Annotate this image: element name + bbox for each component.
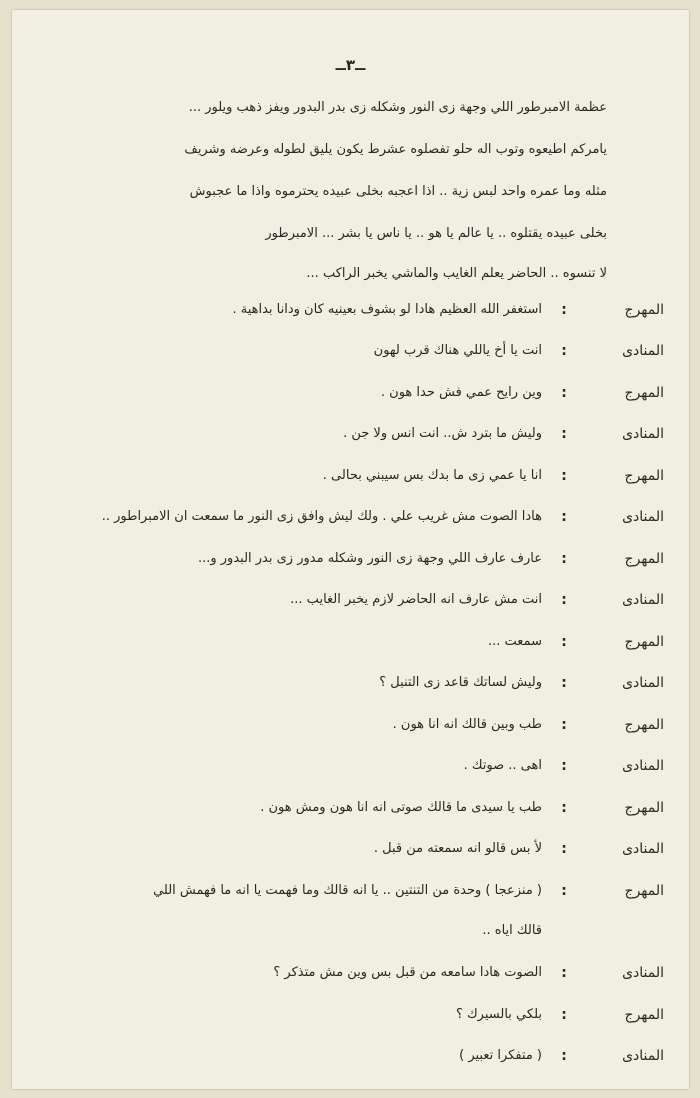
colon-separator: :	[561, 717, 567, 733]
colon-separator: :	[561, 1007, 567, 1023]
speaker-name: المهرج	[624, 800, 664, 816]
speaker-name: المنادى	[622, 965, 664, 981]
dialogue-line: ( متفكرا تعبير )	[459, 1048, 542, 1063]
colon-separator: :	[561, 426, 567, 442]
colon-separator: :	[561, 1048, 567, 1064]
intro-line: لا تنسوه .. الحاضر يعلم الغايب والماشي يخبر الراكب ...	[306, 266, 607, 281]
colon-separator: :	[561, 509, 567, 525]
dialogue-row	[12, 675, 689, 697]
speaker-name: المنادى	[622, 758, 664, 774]
dialogue-line: انا يا عمي زى ما بدك بس سيبني بحالى .	[322, 468, 542, 483]
dialogue-row	[12, 551, 689, 573]
dialogue-row	[12, 634, 689, 656]
speaker-name: المهرج	[624, 551, 664, 567]
dialogue-line: اهى .. صوتك .	[463, 758, 542, 773]
colon-separator: :	[561, 841, 567, 857]
dialogue-line: وليش ما بترد ش.. انت انس ولا جن .	[343, 426, 542, 441]
dialogue-row	[12, 965, 689, 987]
intro-line: عظمة الامبرطور اللي وجهة زى النور وشكله زى بدر البدور ويفز ذهب ويلور ...	[188, 100, 607, 115]
dialogue-line: طب يا سيدى ما قالك صوتى انه انا هون ومش هون .	[260, 800, 542, 815]
dialogue-line: الصوت هادا سامعه من قبل بس وين مش متذكر ؟	[273, 965, 542, 980]
colon-separator: :	[561, 592, 567, 608]
dialogue-row	[12, 883, 689, 905]
intro-line: بخلى عبيده يقتلوه .. يا عالم يا هو .. يا ناس يا بشر ... الامبرطور	[265, 226, 607, 241]
dialogue-line: استغفر الله العظيم هادا لو بشوف بعينيه كان ودانا بداهية .	[232, 302, 542, 317]
speaker-name: المهرج	[624, 385, 664, 401]
speaker-name: المنادى	[622, 841, 664, 857]
speaker-name: المنادى	[622, 592, 664, 608]
speaker-name: المهرج	[624, 634, 664, 650]
dialogue-row	[12, 343, 689, 365]
dialogue-row	[12, 1048, 689, 1070]
speaker-name: المهرج	[624, 1007, 664, 1023]
speaker-name: المهرج	[624, 468, 664, 484]
dialogue-row-continuation	[12, 923, 689, 945]
dialogue-line: وين رايح عمي فش حدا هون .	[380, 385, 542, 400]
dialogue-line: سمعت ...	[488, 634, 542, 649]
dialogue-row	[12, 800, 689, 822]
speaker-name: المنادى	[622, 343, 664, 359]
colon-separator: :	[561, 883, 567, 899]
speaker-name: المهرج	[624, 717, 664, 733]
dialogue-line: انت يا أخ ياللي هناك قرب لهون	[373, 343, 542, 358]
colon-separator: :	[561, 343, 567, 359]
dialogue-line: طب وبين قالك انه انا هون .	[392, 717, 542, 732]
intro-line: يامركم اطيعوه وتوب اله حلو تفصلوه عشرط يكون يليق لطوله وعرضه وشريف	[184, 142, 607, 157]
document-page	[12, 10, 689, 1089]
colon-separator: :	[561, 468, 567, 484]
dialogue-row	[12, 758, 689, 780]
speaker-name: المهرج	[624, 302, 664, 318]
dialogue-line: انت مش عارف انه الحاضر لازم يخبر الغايب ...	[290, 592, 542, 607]
colon-separator: :	[561, 800, 567, 816]
dialogue-row	[12, 717, 689, 739]
speaker-name: المنادى	[622, 1048, 664, 1064]
dialogue-line: هادا الصوت مش غريب علي . ولك ليش وافق زى النور ما سمعت ان الامبراطور ..	[101, 509, 542, 524]
dialogue-line: عارف عارف اللي وجهة زى النور وشكله مدور زى بدر البدور و...	[197, 551, 542, 566]
dialogue-line: وليش لساتك قاعد زى التنبل ؟	[379, 675, 542, 690]
dialogue-line: ( منزعجا ) وحدة من التنتين .. يا انه قالك وما فهمت يا انه ما فهمش اللي	[153, 883, 542, 898]
colon-separator: :	[561, 302, 567, 318]
colon-separator: :	[561, 675, 567, 691]
speaker-name: المنادى	[622, 509, 664, 525]
speaker-name: المنادى	[622, 426, 664, 442]
dialogue-row	[12, 592, 689, 614]
colon-separator: :	[561, 551, 567, 567]
intro-line: مثله وما عمره واحد لبس زية .. اذا اعجبه بخلى عبيده يحترموه واذا ما عجبوش	[189, 184, 607, 199]
page-number: ــ٣ــ	[335, 56, 366, 74]
dialogue-row	[12, 1007, 689, 1029]
colon-separator: :	[561, 634, 567, 650]
colon-separator: :	[561, 385, 567, 401]
dialogue-row	[12, 426, 689, 448]
dialogue-row	[12, 841, 689, 863]
dialogue-line: قالك اياه ..	[482, 923, 542, 938]
dialogue-row	[12, 468, 689, 490]
colon-separator: :	[561, 758, 567, 774]
dialogue-row	[12, 385, 689, 407]
dialogue-line: بلكي بالسيرك ؟	[455, 1007, 542, 1022]
speaker-name: المهرج	[624, 883, 664, 899]
dialogue-row	[12, 302, 689, 324]
dialogue-row	[12, 509, 689, 531]
speaker-name: المنادى	[622, 675, 664, 691]
colon-separator: :	[561, 965, 567, 981]
dialogue-line: لأ بس قالو انه سمعته من قبل .	[373, 841, 542, 856]
